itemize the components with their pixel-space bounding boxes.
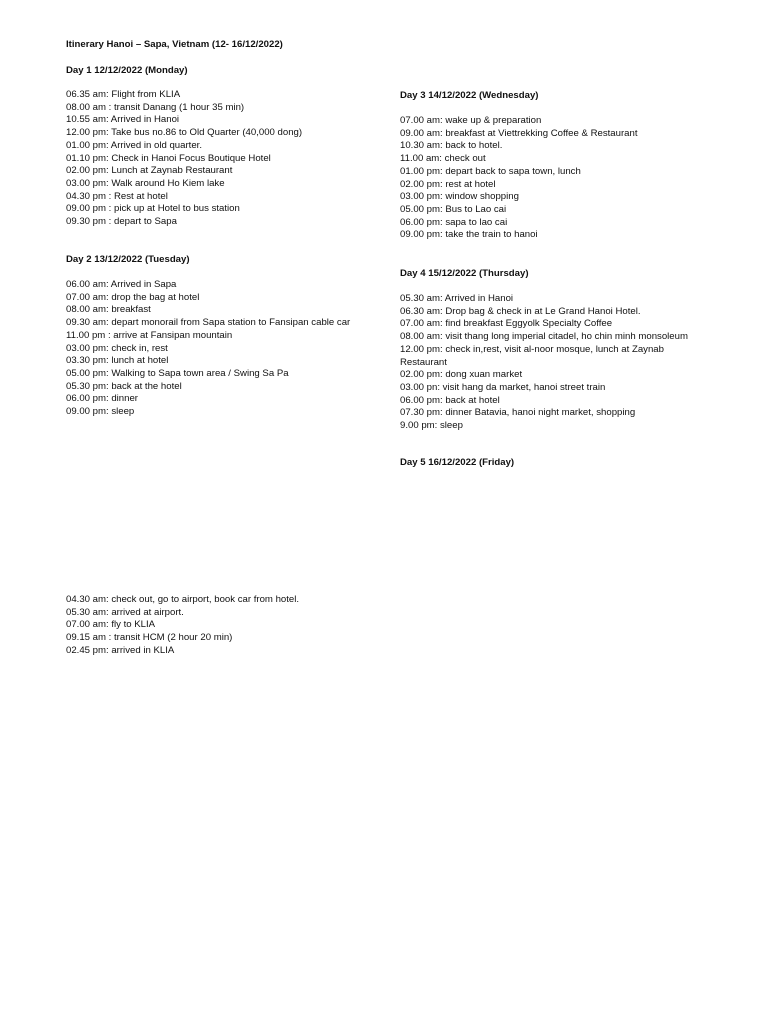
- schedule-item: 09.30 pm : depart to Sapa: [66, 216, 177, 228]
- schedule-item: 03.30 pm: lunch at hotel: [66, 355, 169, 367]
- schedule-item: 05.00 pm: Walking to Sapa town area / Swing Sa Pa: [66, 367, 289, 379]
- day-5-heading: Day 5 16/12/2022 (Friday): [400, 457, 515, 468]
- schedule-item: 04.30 pm : Rest at hotel: [66, 190, 168, 202]
- day-4-heading: Day 4 15/12/2022 (Thursday): [400, 268, 529, 279]
- schedule-item: 02.00 pm: dong xuan market: [400, 369, 523, 381]
- schedule-item: 02.00 pm: rest at hotel: [400, 178, 496, 190]
- schedule-item: 01.10 pm: Check in Hanoi Focus Boutique Hotel: [66, 152, 271, 164]
- schedule-item: 03.00 pm: check in, rest: [66, 342, 168, 354]
- schedule-item: 03.00 pm: Walk around Ho Kiem lake: [66, 177, 225, 189]
- schedule-item: 07.00 am: find breakfast Eggyolk Specialty Coffee: [400, 318, 613, 330]
- schedule-item: 06.00 am: Arrived in Sapa: [66, 279, 177, 290]
- schedule-item: 05.30 am: Arrived in Hanoi: [400, 293, 514, 304]
- day-3-heading: Day 3 14/12/2022 (Wednesday): [400, 90, 539, 101]
- day-5-schedule: [66, 594, 299, 658]
- schedule-item: 12.00 pm: Take bus no.86 to Old Quarter (40,000 dong): [66, 127, 303, 139]
- schedule-item: 07.30 pm: dinner Batavia, hanoi night market, shopping: [400, 407, 636, 419]
- schedule-item: 11.00 pm : arrive at Fansipan mountain: [66, 329, 233, 341]
- schedule-item: 02.45 pm: arrived in KLIA: [66, 644, 175, 656]
- schedule-item: 09.00 pm : pick up at Hotel to bus station: [66, 203, 240, 215]
- schedule-item: 07.00 am: wake up & preparation: [400, 115, 542, 126]
- schedule-item: 09.00 pm: take the train to hanoi: [400, 229, 538, 241]
- schedule-item: 10.55 am: Arrived in Hanoi: [66, 114, 180, 126]
- schedule-item: 08.00 am : transit Danang (1 hour 35 min): [66, 101, 245, 113]
- schedule-item: 12.00 pm: check in,rest, visit al-noor mosque, lunch at Zaynab Restaurant: [400, 343, 664, 368]
- schedule-item: 05.30 pm: back at the hotel: [66, 380, 182, 392]
- schedule-item: 09.15 am : transit HCM (2 hour 20 min): [66, 632, 233, 644]
- day-3-schedule: [400, 115, 638, 242]
- schedule-item: 06.00 pm: back at hotel: [400, 394, 500, 406]
- day-2-heading: Day 2 13/12/2022 (Tuesday): [66, 254, 190, 265]
- schedule-item: 09.30 am: depart monorail from Sapa station to Fansipan cable car: [66, 317, 351, 329]
- schedule-item: 01.00 pm: depart back to sapa town, lunch: [400, 165, 581, 177]
- schedule-item: 06.35 am: Flight from KLIA: [66, 89, 181, 100]
- schedule-item: 04.30 am: check out, go to airport, book car from hotel.: [66, 594, 300, 605]
- schedule-item: 06.30 am: Drop bag & check in at Le Grand Hanoi Hotel.: [400, 305, 641, 317]
- day-1-heading: Day 1 12/12/2022 (Monday): [66, 65, 188, 76]
- schedule-item: 05.30 am: arrived at airport.: [66, 606, 184, 618]
- schedule-item: 03.00 pm: window shopping: [400, 191, 519, 203]
- schedule-item: 08.00 am: visit thang long imperial citadel, ho chin minh monsoleum: [400, 331, 688, 343]
- document-title: Itinerary Hanoi – Sapa, Vietnam (12- 16/12/2022): [66, 39, 283, 50]
- schedule-item: 06.00 pm: sapa to lao cai: [400, 216, 508, 228]
- schedule-item: 06.00 pm: dinner: [66, 393, 138, 405]
- day-4-schedule: [400, 293, 700, 433]
- schedule-item: 08.00 am: breakfast: [66, 304, 151, 316]
- schedule-item: 01.00 pm: Arrived in old quarter.: [66, 139, 202, 151]
- day-1-schedule: [66, 89, 302, 229]
- schedule-item: 02.00 pm: Lunch at Zaynab Restaurant: [66, 165, 233, 177]
- day-2-schedule: [66, 279, 350, 419]
- schedule-item: 05.00 pm: Bus to Lao cai: [400, 203, 507, 215]
- schedule-item: 10.30 am: back to hotel.: [400, 140, 503, 152]
- schedule-item: 11.00 am: check out: [400, 153, 486, 165]
- schedule-item: 03.00 pn: visit hang da market, hanoi street train: [400, 381, 606, 393]
- schedule-item: 07.00 am: fly to KLIA: [66, 619, 156, 631]
- schedule-item: 09.00 pm: sleep: [66, 406, 135, 418]
- schedule-item: 9.00 pm: sleep: [400, 420, 463, 432]
- schedule-item: 07.00 am: drop the bag at hotel: [66, 291, 200, 303]
- schedule-item: 09.00 am: breakfast at Viettrekking Coffee & Restaurant: [400, 127, 638, 139]
